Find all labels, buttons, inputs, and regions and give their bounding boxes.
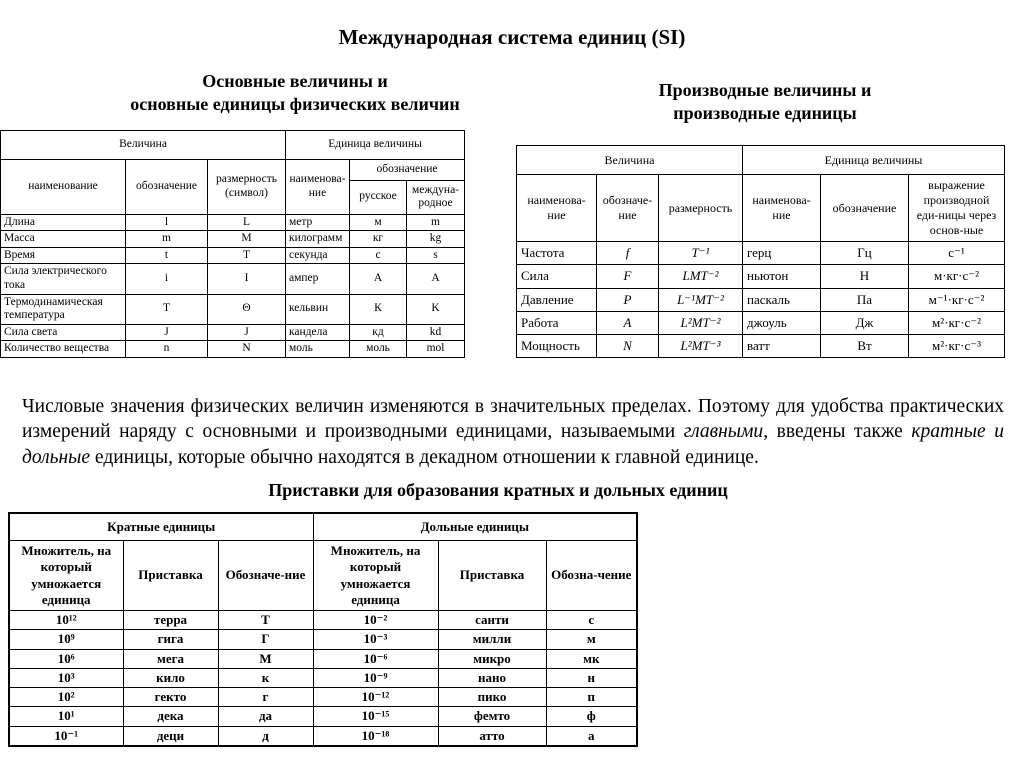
cell: пико xyxy=(438,688,546,707)
cell: м xyxy=(350,214,407,231)
cell: 10⁻⁶ xyxy=(313,649,438,668)
cell: Работа xyxy=(517,311,597,334)
cell: г xyxy=(218,688,313,707)
cell: 10⁻¹² xyxy=(313,688,438,707)
cell: N xyxy=(597,335,659,358)
cell: M xyxy=(208,231,286,248)
group-header-unit: Единица величины xyxy=(286,131,465,160)
cell: д xyxy=(218,726,313,746)
cell: м xyxy=(546,630,637,649)
cell: милли xyxy=(438,630,546,649)
cell: кд xyxy=(350,324,407,341)
cell: Сила xyxy=(517,265,597,288)
cell: ампер xyxy=(286,264,350,294)
cell: моль xyxy=(286,341,350,358)
cell: Г xyxy=(218,630,313,649)
cell: санти xyxy=(438,611,546,630)
cell: микро xyxy=(438,649,546,668)
cell: фемто xyxy=(438,707,546,726)
group-header-multiples: Кратные единицы xyxy=(9,513,313,541)
paragraph-text-1: Числовые значения физических величин изменяются в значительных пределах. Поэтому для удобства практических измерений наряду с основными и производными единицами, называемыми xyxy=(22,395,1004,443)
cell: да xyxy=(218,707,313,726)
cell: п xyxy=(546,688,637,707)
col-header-expression: выражение производной еди-ницы через основ-ные xyxy=(909,175,1005,242)
paragraph-text-3: единицы, которые обычно находятся в декадном отношении к главной единице. xyxy=(90,447,759,469)
basic-heading-line2: основные единицы физических величин xyxy=(130,94,460,115)
cell: i xyxy=(126,264,208,294)
cell: Θ xyxy=(208,294,286,324)
cell: с xyxy=(350,247,407,264)
col-header-designation: обозначение xyxy=(350,160,465,181)
cell: с⁻¹ xyxy=(909,242,1005,265)
col-header-dimension: размерность xyxy=(659,175,743,242)
cell: А xyxy=(350,264,407,294)
cell: метр xyxy=(286,214,350,231)
col-header-prefix-multiples: Приставка xyxy=(123,541,218,611)
cell: Сила света xyxy=(1,324,126,341)
col-header-symbol: обозначе-ние xyxy=(597,175,659,242)
cell: кг xyxy=(350,231,407,248)
table-row xyxy=(517,288,1005,311)
body-paragraph xyxy=(22,394,1004,472)
cell: kg xyxy=(407,231,465,248)
table-row xyxy=(517,311,1005,334)
table-row xyxy=(1,324,465,341)
table-row xyxy=(1,160,465,181)
cell: 10⁶ xyxy=(9,649,123,668)
cell: м⁻¹·кг·с⁻² xyxy=(909,288,1005,311)
cell: герц xyxy=(743,242,821,265)
cell: н xyxy=(546,668,637,687)
cell: ф xyxy=(546,707,637,726)
col-header-name: наименование xyxy=(1,160,126,215)
prefix-section-heading: Приставки для образования кратных и дольных единиц xyxy=(268,480,728,500)
cell: Время xyxy=(1,247,126,264)
cell: J xyxy=(126,324,208,341)
cell: 10⁻³ xyxy=(313,630,438,649)
cell: мега xyxy=(123,649,218,668)
cell: I xyxy=(208,264,286,294)
cell: 10⁻¹⁵ xyxy=(313,707,438,726)
table-row xyxy=(1,341,465,358)
cell: Дж xyxy=(821,311,909,334)
cell: джоуль xyxy=(743,311,821,334)
cell: Количество вещества xyxy=(1,341,126,358)
cell: Мощность xyxy=(517,335,597,358)
cell: L xyxy=(208,214,286,231)
cell: ватт xyxy=(743,335,821,358)
cell: Гц xyxy=(821,242,909,265)
table-row xyxy=(9,513,637,541)
cell: kd xyxy=(407,324,465,341)
table-row xyxy=(1,247,465,264)
cell: N xyxy=(208,341,286,358)
cell: К xyxy=(350,294,407,324)
group-header-quantity: Величина xyxy=(1,131,286,160)
cell: м²·кг·с⁻³ xyxy=(909,335,1005,358)
group-header-submultiples: Дольные единицы xyxy=(313,513,637,541)
cell: Т xyxy=(218,611,313,630)
table-row xyxy=(9,630,637,649)
cell: гига xyxy=(123,630,218,649)
cell: Н xyxy=(821,265,909,288)
table-row xyxy=(1,131,465,160)
cell: f xyxy=(597,242,659,265)
table-row xyxy=(9,541,637,611)
cell: L⁻¹MT⁻² xyxy=(659,288,743,311)
cell: 10⁹ xyxy=(9,630,123,649)
cell: Масса xyxy=(1,231,126,248)
cell: L²MT⁻³ xyxy=(659,335,743,358)
cell: K xyxy=(407,294,465,324)
col-header-symbol: обозначение xyxy=(126,160,208,215)
cell: Сила электрического тока xyxy=(1,264,126,294)
table-row xyxy=(1,231,465,248)
table-row xyxy=(9,611,637,630)
cell: J xyxy=(208,324,286,341)
cell: м²·кг·с⁻² xyxy=(909,311,1005,334)
cell: l xyxy=(126,214,208,231)
cell: а xyxy=(546,726,637,746)
col-header-multiplier-multiples: Множитель, на который умножается единица xyxy=(9,541,123,611)
cell: Частота xyxy=(517,242,597,265)
group-header-unit: Единица величины xyxy=(743,146,1005,175)
table-row xyxy=(9,688,637,707)
cell: T xyxy=(126,294,208,324)
cell: кельвин xyxy=(286,294,350,324)
cell: m xyxy=(407,214,465,231)
cell: дека xyxy=(123,707,218,726)
paragraph-italic-kratnye-dolnye: кратные и дольные xyxy=(22,421,1005,469)
col-header-name: наименова-ние xyxy=(517,175,597,242)
cell: 10⁻⁹ xyxy=(313,668,438,687)
cell: моль xyxy=(350,341,407,358)
col-header-symbol-multiples: Обозначе-ние xyxy=(218,541,313,611)
cell: кило xyxy=(123,668,218,687)
paragraph-text-2: , введены также xyxy=(763,421,912,443)
table-row xyxy=(9,726,637,746)
cell: кандела xyxy=(286,324,350,341)
cell: Длина xyxy=(1,214,126,231)
cell: 10² xyxy=(9,688,123,707)
cell: терра xyxy=(123,611,218,630)
col-header-dimension: размерность (символ) xyxy=(208,160,286,215)
cell: T xyxy=(208,247,286,264)
col-header-symbol-submultiples: Обозна-чение xyxy=(546,541,637,611)
basic-heading-line1: Основные величины и xyxy=(202,71,388,91)
cell: Вт xyxy=(821,335,909,358)
cell: F xyxy=(597,265,659,288)
cell: 10¹ xyxy=(9,707,123,726)
col-header-russian: русское xyxy=(350,180,407,214)
cell: М xyxy=(218,649,313,668)
page-title: Международная система единиц (SI) xyxy=(338,25,686,49)
table-row xyxy=(517,335,1005,358)
table-row xyxy=(1,214,465,231)
col-header-unit-name: наименова-ние xyxy=(286,160,350,215)
group-header-quantity: Величина xyxy=(517,146,743,175)
cell: A xyxy=(597,311,659,334)
cell: к xyxy=(218,668,313,687)
derived-units-table xyxy=(516,145,1005,358)
col-header-designation: обозначение xyxy=(821,175,909,242)
cell: P xyxy=(597,288,659,311)
cell: паскаль xyxy=(743,288,821,311)
cell: гекто xyxy=(123,688,218,707)
cell: A xyxy=(407,264,465,294)
cell: 10³ xyxy=(9,668,123,687)
table-row xyxy=(517,146,1005,175)
cell: n xyxy=(126,341,208,358)
basic-units-table xyxy=(0,130,465,358)
col-header-multiplier-submultiples: Множитель, на который умножается единица xyxy=(313,541,438,611)
cell: Термодинамическая температура xyxy=(1,294,126,324)
table-row xyxy=(517,242,1005,265)
prefix-table xyxy=(8,512,638,747)
cell: Давление xyxy=(517,288,597,311)
col-header-international: междуна-родное xyxy=(407,180,465,214)
paragraph-italic-glavnymi: главными xyxy=(683,421,764,443)
cell: деци xyxy=(123,726,218,746)
cell: m xyxy=(126,231,208,248)
derived-heading-line1: Производные величины и xyxy=(658,80,872,100)
cell: LMT⁻² xyxy=(659,265,743,288)
cell: s xyxy=(407,247,465,264)
cell: L²MT⁻² xyxy=(659,311,743,334)
table-row xyxy=(517,175,1005,242)
cell: 10⁻² xyxy=(313,611,438,630)
table-row xyxy=(1,264,465,294)
derived-heading-line2: производные единицы xyxy=(673,103,857,124)
cell: 10⁻¹ xyxy=(9,726,123,746)
cell: T⁻¹ xyxy=(659,242,743,265)
table-row xyxy=(9,668,637,687)
col-header-prefix-submultiples: Приставка xyxy=(438,541,546,611)
table-row xyxy=(9,649,637,668)
table-row xyxy=(517,265,1005,288)
cell: t xyxy=(126,247,208,264)
basic-section-heading xyxy=(45,70,545,117)
cell: ньютон xyxy=(743,265,821,288)
derived-section-heading xyxy=(515,79,1015,126)
cell: нано xyxy=(438,668,546,687)
cell: мк xyxy=(546,649,637,668)
table-row xyxy=(9,707,637,726)
cell: с xyxy=(546,611,637,630)
cell: 10⁻¹⁸ xyxy=(313,726,438,746)
cell: mol xyxy=(407,341,465,358)
cell: м·кг·с⁻² xyxy=(909,265,1005,288)
cell: килограмм xyxy=(286,231,350,248)
cell: 10¹² xyxy=(9,611,123,630)
table-row xyxy=(1,294,465,324)
cell: Па xyxy=(821,288,909,311)
col-header-unit-name: наименова-ние xyxy=(743,175,821,242)
cell: секунда xyxy=(286,247,350,264)
cell: атто xyxy=(438,726,546,746)
